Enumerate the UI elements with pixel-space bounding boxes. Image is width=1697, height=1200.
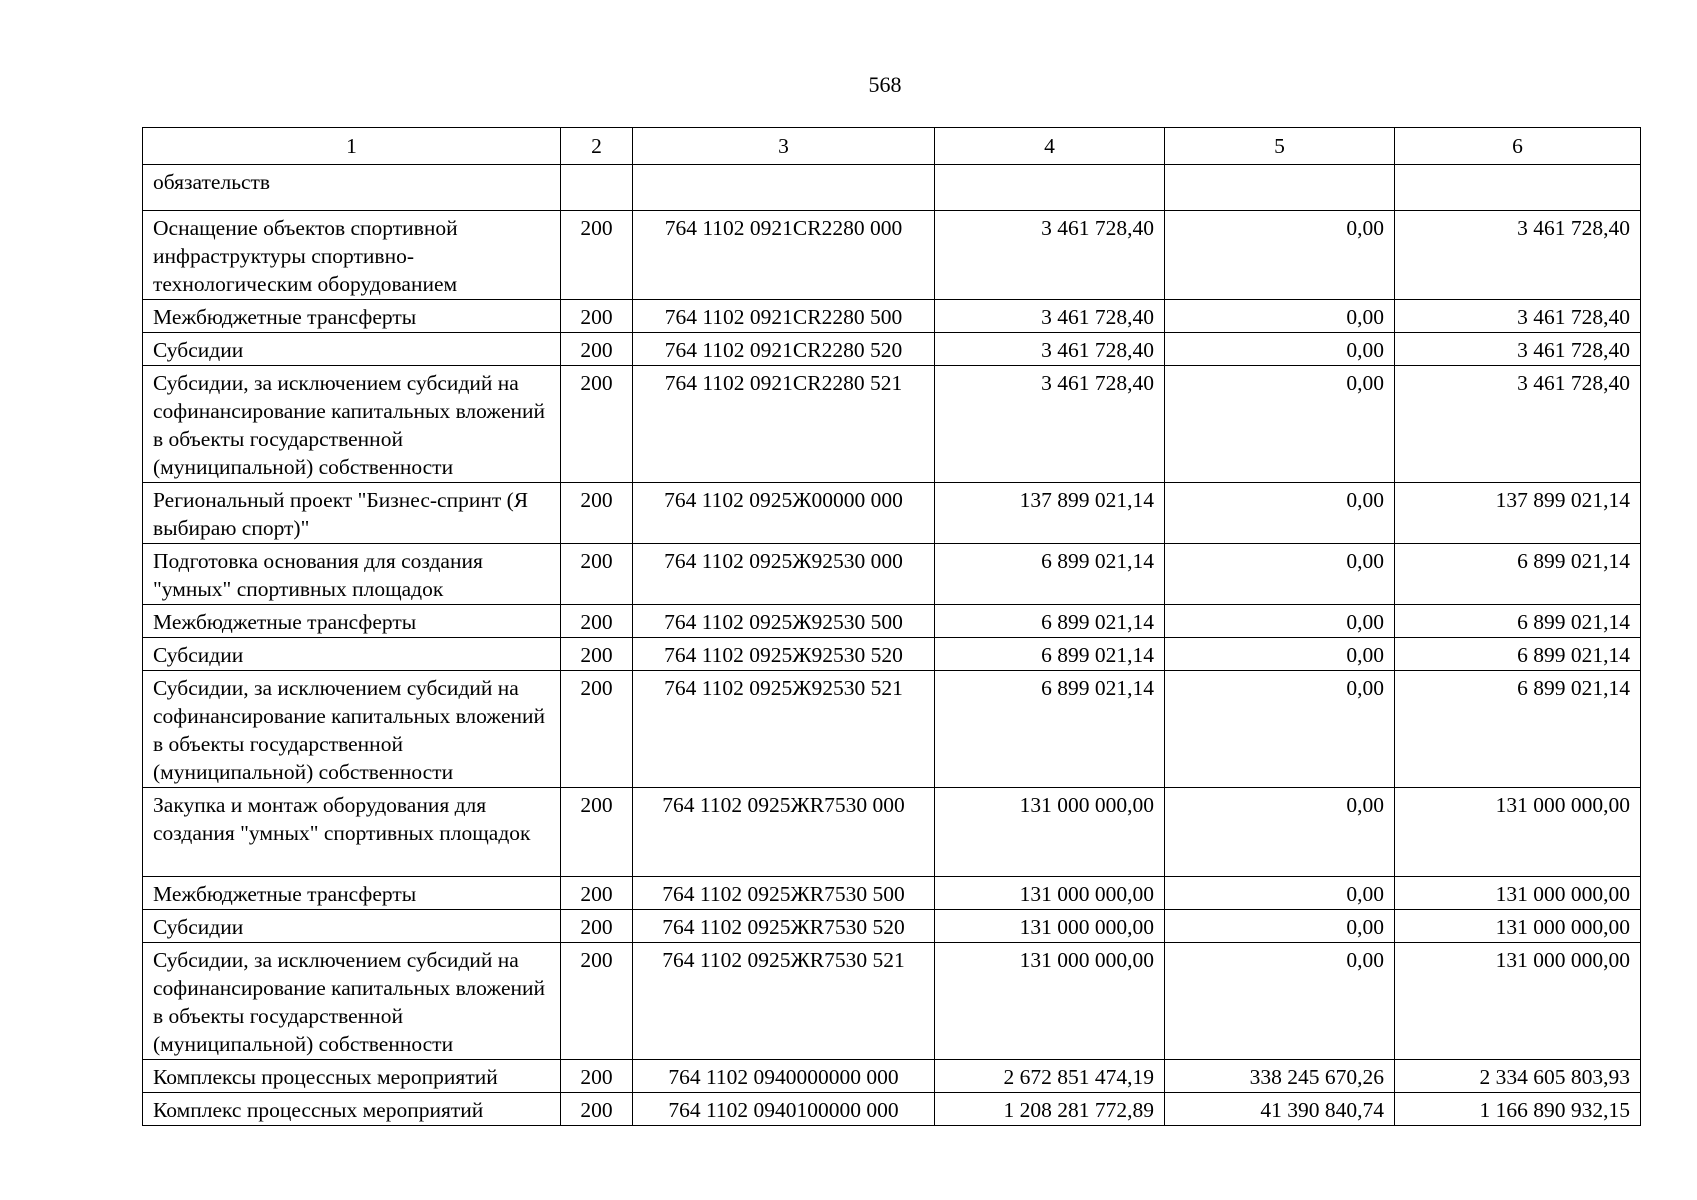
table-body bbox=[143, 165, 1641, 1126]
table-row bbox=[143, 605, 1641, 638]
row-code-cell: 764 1102 0925ЖR7530 000 bbox=[633, 788, 935, 877]
row-grbs-cell: 200 bbox=[561, 605, 633, 638]
row-amount-col6-cell: 2 334 605 803,93 bbox=[1395, 1060, 1641, 1093]
table-row bbox=[143, 1093, 1641, 1126]
row-amount-col5-cell: 41 390 840,74 bbox=[1165, 1093, 1395, 1126]
row-amount-col5-cell: 0,00 bbox=[1165, 638, 1395, 671]
column-header-3: 3 bbox=[633, 128, 935, 165]
row-amount-col4-cell: 131 000 000,00 bbox=[935, 943, 1165, 1060]
row-name-cell: обязательств bbox=[143, 165, 561, 211]
row-code-cell: 764 1102 0940000000 000 bbox=[633, 1060, 935, 1093]
table-row bbox=[143, 544, 1641, 605]
column-header-1: 1 bbox=[143, 128, 561, 165]
row-name-cell: Межбюджетные трансферты bbox=[143, 300, 561, 333]
row-amount-col6-cell: 131 000 000,00 bbox=[1395, 877, 1641, 910]
row-amount-col5-cell: 0,00 bbox=[1165, 788, 1395, 877]
row-amount-col4-cell: 3 461 728,40 bbox=[935, 366, 1165, 483]
row-code-cell: 764 1102 0925Ж92530 520 bbox=[633, 638, 935, 671]
row-grbs-cell: 200 bbox=[561, 1060, 633, 1093]
row-amount-col4-cell: 6 899 021,14 bbox=[935, 671, 1165, 788]
row-amount-col4-cell: 1 208 281 772,89 bbox=[935, 1093, 1165, 1126]
row-amount-col4-cell: 131 000 000,00 bbox=[935, 788, 1165, 877]
column-header-5: 5 bbox=[1165, 128, 1395, 165]
row-amount-col4-cell: 3 461 728,40 bbox=[935, 333, 1165, 366]
table-row bbox=[143, 671, 1641, 788]
row-amount-col4-cell: 131 000 000,00 bbox=[935, 910, 1165, 943]
table-row bbox=[143, 300, 1641, 333]
row-grbs-cell: 200 bbox=[561, 788, 633, 877]
table-row bbox=[143, 333, 1641, 366]
row-grbs-cell: 200 bbox=[561, 483, 633, 544]
page-number: 568 bbox=[868, 72, 902, 97]
row-grbs-cell: 200 bbox=[561, 544, 633, 605]
row-name-cell: Субсидии, за исключением субсидий на софинансирование капитальных вложений в объекты государственной (муниципальной) собственности bbox=[143, 671, 561, 788]
table-row bbox=[143, 910, 1641, 943]
row-amount-col6-cell: 6 899 021,14 bbox=[1395, 605, 1641, 638]
row-code-cell: 764 1102 0925ЖR7530 520 bbox=[633, 910, 935, 943]
row-code-cell: 764 1102 0921CR2280 000 bbox=[633, 211, 935, 300]
table-row bbox=[143, 788, 1641, 877]
row-name-cell: Региональный проект "Бизнес-спринт (Я выбираю спорт)" bbox=[143, 483, 561, 544]
column-header-4: 4 bbox=[935, 128, 1165, 165]
row-name-cell: Подготовка основания для создания "умных" спортивных площадок bbox=[143, 544, 561, 605]
row-amount-col4-cell: 2 672 851 474,19 bbox=[935, 1060, 1165, 1093]
row-grbs-cell: 200 bbox=[561, 943, 633, 1060]
row-amount-col5-cell: 0,00 bbox=[1165, 211, 1395, 300]
budget-table bbox=[142, 127, 1641, 1126]
budget-table-container bbox=[142, 127, 1641, 1126]
column-header-2: 2 bbox=[561, 128, 633, 165]
row-grbs-cell bbox=[561, 165, 633, 211]
table-row bbox=[143, 1060, 1641, 1093]
row-amount-col5-cell: 0,00 bbox=[1165, 605, 1395, 638]
row-code-cell: 764 1102 0925ЖR7530 500 bbox=[633, 877, 935, 910]
row-amount-col5-cell: 0,00 bbox=[1165, 366, 1395, 483]
row-amount-col6-cell: 131 000 000,00 bbox=[1395, 788, 1641, 877]
column-header-6: 6 bbox=[1395, 128, 1641, 165]
row-grbs-cell: 200 bbox=[561, 910, 633, 943]
row-grbs-cell: 200 bbox=[561, 300, 633, 333]
row-amount-col6-cell: 6 899 021,14 bbox=[1395, 638, 1641, 671]
table-row bbox=[143, 483, 1641, 544]
row-name-cell: Субсидии bbox=[143, 910, 561, 943]
row-code-cell: 764 1102 0925Ж92530 500 bbox=[633, 605, 935, 638]
row-amount-col6-cell: 6 899 021,14 bbox=[1395, 671, 1641, 788]
row-amount-col6-cell: 6 899 021,14 bbox=[1395, 544, 1641, 605]
row-amount-col5-cell: 338 245 670,26 bbox=[1165, 1060, 1395, 1093]
row-code-cell: 764 1102 0921CR2280 520 bbox=[633, 333, 935, 366]
row-grbs-cell: 200 bbox=[561, 877, 633, 910]
row-name-cell: Комплекс процессных мероприятий bbox=[143, 1093, 561, 1126]
row-code-cell: 764 1102 0940100000 000 bbox=[633, 1093, 935, 1126]
row-code-cell: 764 1102 0921CR2280 521 bbox=[633, 366, 935, 483]
row-code-cell: 764 1102 0925Ж92530 521 bbox=[633, 671, 935, 788]
row-name-cell: Субсидии bbox=[143, 638, 561, 671]
row-amount-col5-cell: 0,00 bbox=[1165, 483, 1395, 544]
table-row bbox=[143, 366, 1641, 483]
row-code-cell: 764 1102 0925ЖR7530 521 bbox=[633, 943, 935, 1060]
table-row bbox=[143, 211, 1641, 300]
row-name-cell: Субсидии, за исключением субсидий на софинансирование капитальных вложений в объекты государственной (муниципальной) собственности bbox=[143, 366, 561, 483]
row-amount-col5-cell: 0,00 bbox=[1165, 671, 1395, 788]
row-amount-col6-cell bbox=[1395, 165, 1641, 211]
row-grbs-cell: 200 bbox=[561, 1093, 633, 1126]
row-amount-col4-cell: 131 000 000,00 bbox=[935, 877, 1165, 910]
row-amount-col4-cell: 6 899 021,14 bbox=[935, 638, 1165, 671]
row-amount-col6-cell: 3 461 728,40 bbox=[1395, 300, 1641, 333]
row-name-cell: Межбюджетные трансферты bbox=[143, 877, 561, 910]
table-row bbox=[143, 943, 1641, 1060]
table-row bbox=[143, 877, 1641, 910]
row-amount-col6-cell: 131 000 000,00 bbox=[1395, 910, 1641, 943]
row-amount-col5-cell: 0,00 bbox=[1165, 544, 1395, 605]
row-grbs-cell: 200 bbox=[561, 671, 633, 788]
row-amount-col5-cell: 0,00 bbox=[1165, 877, 1395, 910]
row-amount-col5-cell: 0,00 bbox=[1165, 300, 1395, 333]
row-grbs-cell: 200 bbox=[561, 638, 633, 671]
row-name-cell: Межбюджетные трансферты bbox=[143, 605, 561, 638]
row-name-cell: Комплексы процессных мероприятий bbox=[143, 1060, 561, 1093]
row-amount-col4-cell: 3 461 728,40 bbox=[935, 300, 1165, 333]
row-amount-col4-cell: 137 899 021,14 bbox=[935, 483, 1165, 544]
row-amount-col4-cell: 6 899 021,14 bbox=[935, 544, 1165, 605]
table-row bbox=[143, 638, 1641, 671]
row-amount-col6-cell: 1 166 890 932,15 bbox=[1395, 1093, 1641, 1126]
row-code-cell: 764 1102 0925Ж00000 000 bbox=[633, 483, 935, 544]
table-row bbox=[143, 165, 1641, 211]
row-grbs-cell: 200 bbox=[561, 366, 633, 483]
row-amount-col4-cell bbox=[935, 165, 1165, 211]
row-amount-col6-cell: 3 461 728,40 bbox=[1395, 333, 1641, 366]
row-amount-col5-cell bbox=[1165, 165, 1395, 211]
row-code-cell bbox=[633, 165, 935, 211]
row-amount-col6-cell: 137 899 021,14 bbox=[1395, 483, 1641, 544]
row-name-cell: Субсидии bbox=[143, 333, 561, 366]
row-amount-col6-cell: 3 461 728,40 bbox=[1395, 211, 1641, 300]
row-amount-col6-cell: 131 000 000,00 bbox=[1395, 943, 1641, 1060]
row-name-cell: Закупка и монтаж оборудования для создания "умных" спортивных площадок bbox=[143, 788, 561, 877]
header-row bbox=[143, 128, 1641, 165]
row-amount-col5-cell: 0,00 bbox=[1165, 333, 1395, 366]
row-grbs-cell: 200 bbox=[561, 211, 633, 300]
row-name-cell: Субсидии, за исключением субсидий на софинансирование капитальных вложений в объекты государственной (муниципальной) собственности bbox=[143, 943, 561, 1060]
row-amount-col4-cell: 6 899 021,14 bbox=[935, 605, 1165, 638]
row-amount-col5-cell: 0,00 bbox=[1165, 943, 1395, 1060]
row-amount-col4-cell: 3 461 728,40 bbox=[935, 211, 1165, 300]
row-name-cell: Оснащение объектов спортивной инфраструктуры спортивно-технологическим оборудованием bbox=[143, 211, 561, 300]
row-amount-col6-cell: 3 461 728,40 bbox=[1395, 366, 1641, 483]
row-code-cell: 764 1102 0925Ж92530 000 bbox=[633, 544, 935, 605]
row-grbs-cell: 200 bbox=[561, 333, 633, 366]
row-amount-col5-cell: 0,00 bbox=[1165, 910, 1395, 943]
row-code-cell: 764 1102 0921CR2280 500 bbox=[633, 300, 935, 333]
